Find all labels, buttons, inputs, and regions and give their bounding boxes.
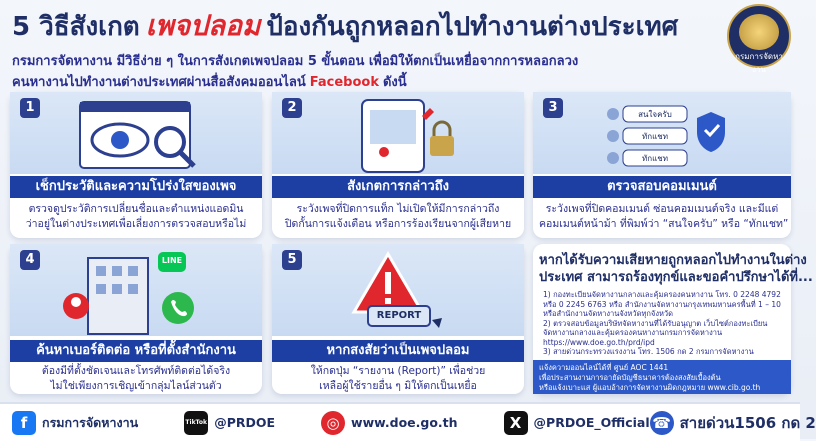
- step-number: 4: [20, 250, 40, 270]
- facebook-icon: f: [12, 411, 36, 435]
- tiktok-label: @PRDOE: [214, 415, 276, 430]
- card-title: หากสงสัยว่าเป็นเพจปลอม: [272, 340, 524, 362]
- card-desc-line1: ให้กดปุ่ม “รายงาน (Report)” เพื่อช่วย: [310, 365, 486, 377]
- help-item: 1) กองทะเบียนจัดหางานกลางและคุ้มครองคนหางาน โทร. 0 2248 4792: [543, 290, 781, 299]
- line-badge: LINE: [161, 256, 183, 265]
- card-description: [278, 202, 518, 232]
- help-note-line3: หรือแจ้งเบาะแส ผู้แอบอ้างการจัดหางานผิดกฎหมาย www.cib.go.th: [539, 383, 761, 392]
- card-description: [278, 364, 518, 394]
- help-link[interactable]: https://www.doe.go.th/prd/ipd: [543, 337, 655, 347]
- browser-eye-icon: [10, 92, 262, 174]
- x-icon: X: [504, 411, 528, 435]
- footer: [0, 402, 816, 441]
- title-pre: 5 วิธีสังเกต: [12, 12, 140, 42]
- card-description: [539, 202, 789, 232]
- help-note-line1: แจ้งความออนไลน์ได้ที่ ศูนย์ AOC 1441: [539, 363, 669, 372]
- card-desc-line1: ตรวจดูประวัติการเปลี่ยนชื่อและตำแหน่งแอดมิน: [28, 203, 244, 215]
- title-post: ป้องกันถูกหลอกไปทำงานต่างประเทศ: [266, 12, 679, 42]
- help-items: [543, 290, 785, 357]
- card-illustration: [10, 92, 262, 174]
- help-title-line2: ประเทศ สามารถร้องทุกข์และขอคำปรึกษาได้ที่...: [539, 270, 813, 285]
- facebook-link[interactable]: [12, 411, 138, 435]
- card-title: ตรวจสอบคอมเมนต์: [533, 176, 791, 198]
- step-number: 5: [282, 250, 302, 270]
- report-button[interactable]: REPORT: [376, 310, 422, 321]
- card-step-5: [272, 244, 524, 394]
- card-desc-line2: เหลือผู้ใช้รายอื่น ๆ มิให้ตกเป็นเหยื่อ: [319, 380, 477, 392]
- hotline-label: สายด่วน1506 กด 2: [679, 413, 816, 432]
- globe-icon: ◎: [321, 411, 345, 435]
- title-highlight: เพจปลอม: [145, 9, 261, 42]
- website-label: www.doe.go.th: [351, 415, 458, 430]
- card-title: ค้นหาเบอร์ติดต่อ หรือที่ตั้งสำนักงาน: [10, 340, 262, 362]
- card-desc-line2: คอมเมนต์หน้าม้า ที่พิมพ์ว่า “สนใจครับ” หรือ “ทักแชท”: [539, 218, 789, 230]
- comment-bubble-2: ทักแชท: [642, 132, 668, 141]
- emblem-icon: [739, 14, 779, 50]
- step-number: 3: [543, 98, 563, 118]
- report-warning-icon: [272, 244, 524, 336]
- card-illustration: [272, 244, 524, 336]
- comment-bubble-3: ทักแชท: [642, 154, 668, 163]
- card-desc-line1: ระวังเพจที่ปิดคอมเมนต์ ซ่อนคอมเมนต์จริง และมีแต่: [545, 203, 779, 215]
- website-link[interactable]: [321, 411, 458, 435]
- facebook-label: กรมการจัดหางาน: [42, 414, 139, 430]
- card-step-3: [533, 92, 791, 238]
- x-link[interactable]: [504, 411, 650, 435]
- card-description: [16, 364, 256, 394]
- subtitle-line2: [12, 71, 407, 92]
- card-illustration: [533, 92, 791, 174]
- card-desc-line2: ว่าอยู่ในต่างประเทศเพื่อเลี่ยงการตรวจสอบหรือไม่: [25, 218, 247, 230]
- help-item: หรือสำนักงานจัดหางานจังหวัดทุกจังหวัด: [543, 309, 674, 318]
- card-desc-line2: ไม่ใช่เพียงการเชิญเข้ากลุ่มไลน์ส่วนตัว: [50, 380, 222, 392]
- subtitle-line2-post: ดังนี้: [382, 75, 407, 90]
- tiktok-icon: TikTok: [184, 411, 208, 435]
- tiktok-link[interactable]: [184, 411, 275, 435]
- card-desc-line2: ปิดกั้นการแจ้งเตือน หรือการร้องเรียนจากผู้เสียหาย: [284, 218, 512, 230]
- x-label: @PRDOE_Official: [533, 415, 650, 430]
- help-item: จัดหางานกลางและคุ้มครองคนหางานกรมการจัดหางาน: [543, 328, 723, 337]
- card-step-4: [10, 244, 262, 394]
- card-desc-line1: ต้องมีที่ตั้งชัดเจนและโทรศัพท์ติดต่อได้จริง: [41, 365, 231, 377]
- page-title: [12, 4, 678, 44]
- help-title-line1: หากได้รับความเสียหายถูกหลอกไปทำงานในต่าง: [539, 253, 807, 268]
- phone-icon: ☎: [650, 411, 674, 435]
- help-item: หรือ 0 2245 6763 หรือ สำนักงานจัดหางานกรุงเทพมหานครพื้นที่ 1 – 10: [543, 299, 781, 309]
- help-note: [533, 360, 791, 394]
- subtitle-line1: กรมการจัดหางาน มีวิธีง่าย ๆ ในการสังเกตเพจปลอม 5 ขั้นตอน เพื่อมิให้ตกเป็นเหยื่อจากการหลอกลวง: [12, 54, 579, 69]
- subtitle-line2-pre: คนหางานไปทำงานต่างประเทศผ่านสื่อสังคมออนไลน์: [12, 75, 306, 90]
- hotline[interactable]: [650, 411, 816, 435]
- help-item: 3) สายด่วนกระทรวงแรงงาน โทร. 1506 กด 2 กรมการจัดหางาน: [543, 347, 754, 356]
- facebook-highlight: Facebook: [309, 75, 379, 90]
- help-note-line2: เพื่อประสานงานการอายัดบัญชีธนาคารต้องสงสัยเบื้องต้น: [539, 373, 721, 382]
- doe-logo: [727, 4, 791, 74]
- header: [0, 0, 800, 92]
- card-desc-line1: ระวังเพจที่ปิดการแท็ก ไม่เปิดให้มีการกล่าวถึง: [296, 203, 500, 215]
- comment-bubble-1: สนใจครับ: [638, 110, 672, 119]
- step-number: 2: [282, 98, 302, 118]
- card-step-2: [272, 92, 524, 238]
- card-step-1: [10, 92, 262, 238]
- card-illustration: [10, 244, 262, 336]
- help-item: 2) ตรวจสอบข้อมูลบริษัทจัดหางานที่ได้รับอนุญาต เว็บไซต์กองทะเบียน: [543, 318, 768, 328]
- help-title: [539, 252, 813, 286]
- card-title: เช็กประวัติและความโปร่งใสของเพจ: [10, 176, 262, 198]
- card-description: [16, 202, 256, 232]
- step-number: 1: [20, 98, 40, 118]
- phone-lock-icon: [272, 92, 524, 174]
- card-illustration: [272, 92, 524, 174]
- help-contact-box: [533, 244, 813, 394]
- card-title: สังเกตการกล่าวถึง: [272, 176, 524, 198]
- building-phone-icon: [10, 244, 262, 336]
- logo-text: กรมการจัดหางาน: [735, 52, 783, 74]
